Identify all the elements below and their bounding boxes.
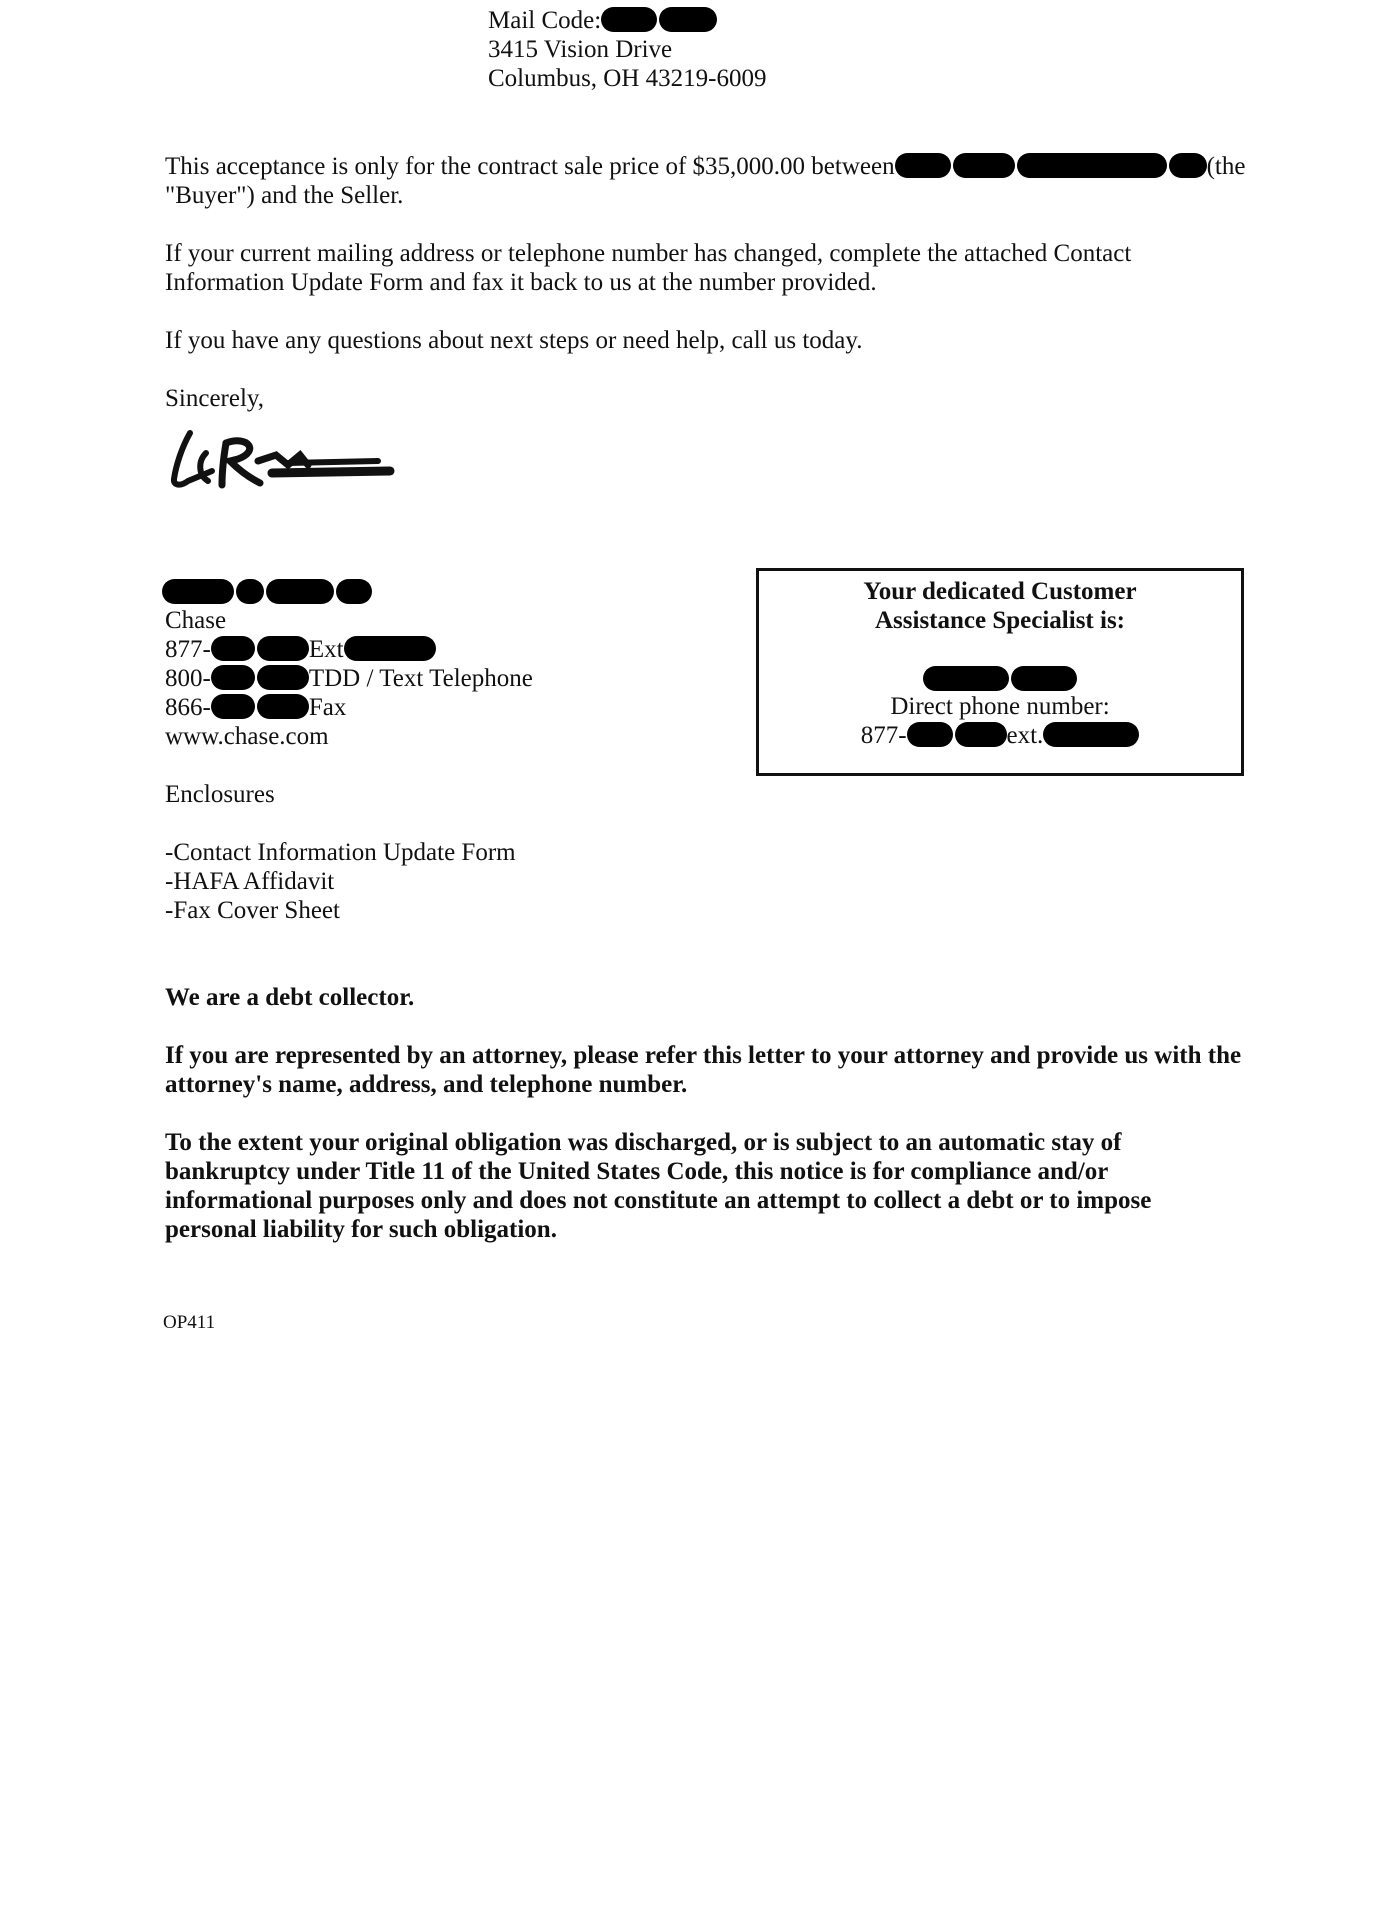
redaction [1011,666,1077,691]
specialist-box [756,568,1244,776]
redaction [601,7,657,32]
phone-prefix: 800- [165,665,211,692]
acceptance-tail: (the [1206,153,1246,180]
enclosure-item: -Contact Information Update Form [165,839,516,866]
redaction [955,722,1007,747]
redaction [211,694,255,719]
redaction [266,579,334,604]
enclosure-item: -Fax Cover Sheet [165,897,340,924]
redaction [257,636,309,661]
signature [168,425,398,495]
redaction [1017,153,1167,178]
phone-suffix: Fax [308,694,347,721]
form-code: OP411 [163,1312,216,1333]
phone-prefix: 877- [860,722,907,749]
ext-label: ext. [1006,722,1044,749]
redaction [895,153,951,178]
street-address: 3415 Vision Drive [488,36,673,63]
phone-line-1 [165,635,436,664]
redaction [257,665,309,690]
direct-phone-label: Direct phone number: [890,693,1110,720]
redaction [1169,153,1207,178]
phone-suffix: Ext [308,636,344,663]
enclosure-item: -HAFA Affidavit [165,868,335,895]
attorney-notice: If you are represented by an attorney, please refer this letter to your attorney and provide us with the attorney's name, address, and telephone number. [165,1042,1242,1098]
acceptance-line-2: "Buyer") and the Seller. [165,182,404,209]
closing: Sincerely, [165,385,265,412]
redaction [211,636,255,661]
redaction [336,579,372,604]
acceptance-line [165,152,1245,181]
phone-line-2 [165,664,533,693]
debt-collector-notice: We are a debt collector. [165,984,415,1011]
city-state-zip: Columbus, OH 43219-6009 [488,65,767,92]
specialist-title-2: Assistance Specialist is: [875,607,1125,634]
redaction [1043,722,1139,747]
redaction [659,7,717,32]
redaction [344,636,436,661]
acceptance-text: This acceptance is only for the contract sale price of $35,000.00 between [165,153,895,180]
redaction [923,666,1009,691]
redaction [257,694,309,719]
specialist-title-1: Your dedicated Customer [863,578,1137,605]
redaction [162,579,234,604]
phone-prefix: 866- [165,694,211,721]
mail-code-line [488,6,717,35]
phone-line-3 [165,693,346,722]
company-name: Chase [165,607,227,634]
website: www.chase.com [165,723,329,750]
specialist-name-redacted [759,665,1241,694]
redaction [953,153,1015,178]
phone-suffix: TDD / Text Telephone [308,665,533,692]
questions-paragraph: If you have any questions about next steps or need help, call us today. [165,327,863,354]
bankruptcy-notice: To the extent your original obligation was discharged, or is subject to an automatic stay of bankruptcy under Title 11 of the United States Code, this notice is for compliance and/or informational purposes only and does not constitute an attempt to collect a debt or to impose personal liability for such obligation. [165,1129,1152,1243]
address-change-paragraph: If your current mailing address or telephone number has changed, complete the attached Contact Information Update Form and fax it back to us at the number provided. [165,240,1132,296]
contact-name-redacted [162,578,372,607]
mail-code-label: Mail Code: [488,7,602,34]
direct-phone-line [759,721,1241,750]
redaction [907,722,953,747]
redaction [211,665,255,690]
enclosures-heading: Enclosures [165,781,275,808]
redaction [236,579,264,604]
phone-prefix: 877- [165,636,211,663]
